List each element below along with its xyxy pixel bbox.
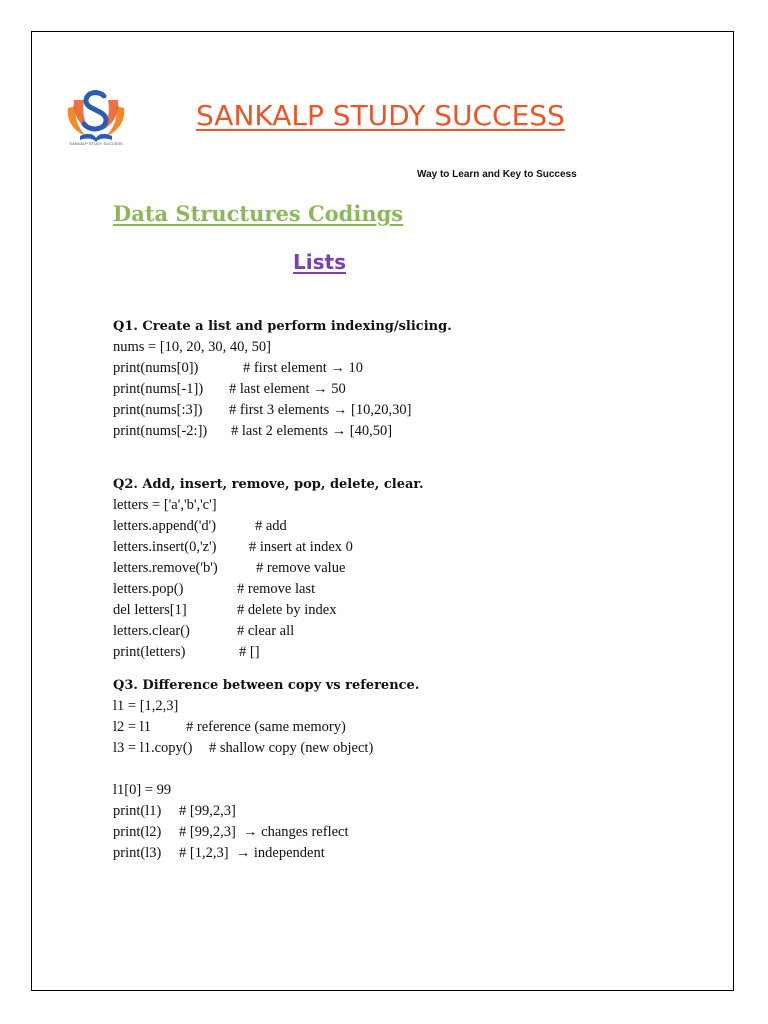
question-heading: Q1. Create a list and perform indexing/slicing. (113, 319, 452, 334)
code-text: l3 = l1.copy() (113, 740, 193, 756)
code-comment: # [] (239, 644, 260, 660)
brand-title: SANKALP STUDY SUCCESS (196, 99, 565, 132)
code-text: del letters[1] (113, 602, 187, 618)
code-comment: # first element → 10 (243, 360, 364, 376)
code-line (113, 801, 349, 822)
tagline: Way to Learn and Key to Success (417, 169, 577, 180)
code-text: letters.remove('b') (113, 560, 218, 576)
code-line (113, 600, 424, 621)
code-text: letters.insert(0,'z') (113, 539, 217, 555)
code-comment: # delete by index (237, 602, 337, 618)
code-text: print(nums[:3]) (113, 402, 203, 418)
code-line (113, 495, 424, 516)
code-text: l1 = [1,2,3] (113, 698, 179, 714)
code-line (113, 358, 452, 379)
code-line (113, 696, 419, 717)
logo-caption: SANKALP STUDY SUCCESS (69, 141, 123, 146)
code-text: print(l1) (113, 803, 162, 819)
topic-title: Lists (293, 250, 346, 274)
code-text: letters = ['a','b','c'] (113, 497, 217, 513)
code-line (113, 537, 424, 558)
code-line (113, 717, 419, 738)
code-text: print(nums[-2:]) (113, 423, 208, 439)
code-comment: # remove last (237, 581, 316, 597)
question-block-2 (113, 474, 424, 663)
code-comment: # clear all (237, 623, 295, 639)
code-comment: # insert at index 0 (249, 539, 353, 555)
code-comment: # remove value (256, 560, 346, 576)
code-line (113, 738, 419, 759)
code-line (113, 558, 424, 579)
code-text: l2 = l1 (113, 719, 151, 735)
code-line (113, 516, 424, 537)
question-block-1 (113, 316, 452, 442)
code-line (113, 579, 424, 600)
question-block-3 (113, 675, 419, 759)
code-comment: # [99,2,3] → changes reflect (179, 824, 349, 840)
code-text: nums = [10, 20, 30, 40, 50] (113, 339, 272, 355)
question-heading: Q3. Difference between copy vs reference. (113, 678, 420, 693)
code-line (113, 379, 452, 400)
code-text: print(nums[0]) (113, 360, 199, 376)
question-block-3-continued (113, 780, 349, 864)
code-text: letters.clear() (113, 623, 190, 639)
section-title: Data Structures Codings (113, 201, 404, 226)
code-line (113, 421, 452, 442)
code-comment: # [1,2,3] → independent (179, 845, 325, 861)
question-heading: Q2. Add, insert, remove, pop, delete, clear. (113, 477, 424, 492)
code-comment: # add (255, 518, 287, 534)
code-line (113, 780, 349, 801)
code-comment: # first 3 elements → [10,20,30] (229, 402, 412, 418)
code-text: print(letters) (113, 644, 186, 660)
code-comment: # last element → 50 (229, 381, 346, 397)
code-text: l1[0] = 99 (113, 782, 172, 798)
code-line (113, 621, 424, 642)
code-comment: # [99,2,3] (179, 803, 236, 819)
code-line (113, 337, 452, 358)
code-comment: # shallow copy (new object) (209, 740, 374, 756)
code-text: letters.append('d') (113, 518, 217, 534)
code-text: print(l2) (113, 824, 162, 840)
code-text: letters.pop() (113, 581, 184, 597)
code-line (113, 843, 349, 864)
code-text: print(l3) (113, 845, 162, 861)
code-comment: # reference (same memory) (186, 719, 346, 735)
code-line (113, 400, 452, 421)
code-line (113, 642, 424, 663)
code-line (113, 822, 349, 843)
code-comment: # last 2 elements → [40,50] (231, 423, 393, 439)
code-text: print(nums[-1]) (113, 381, 204, 397)
